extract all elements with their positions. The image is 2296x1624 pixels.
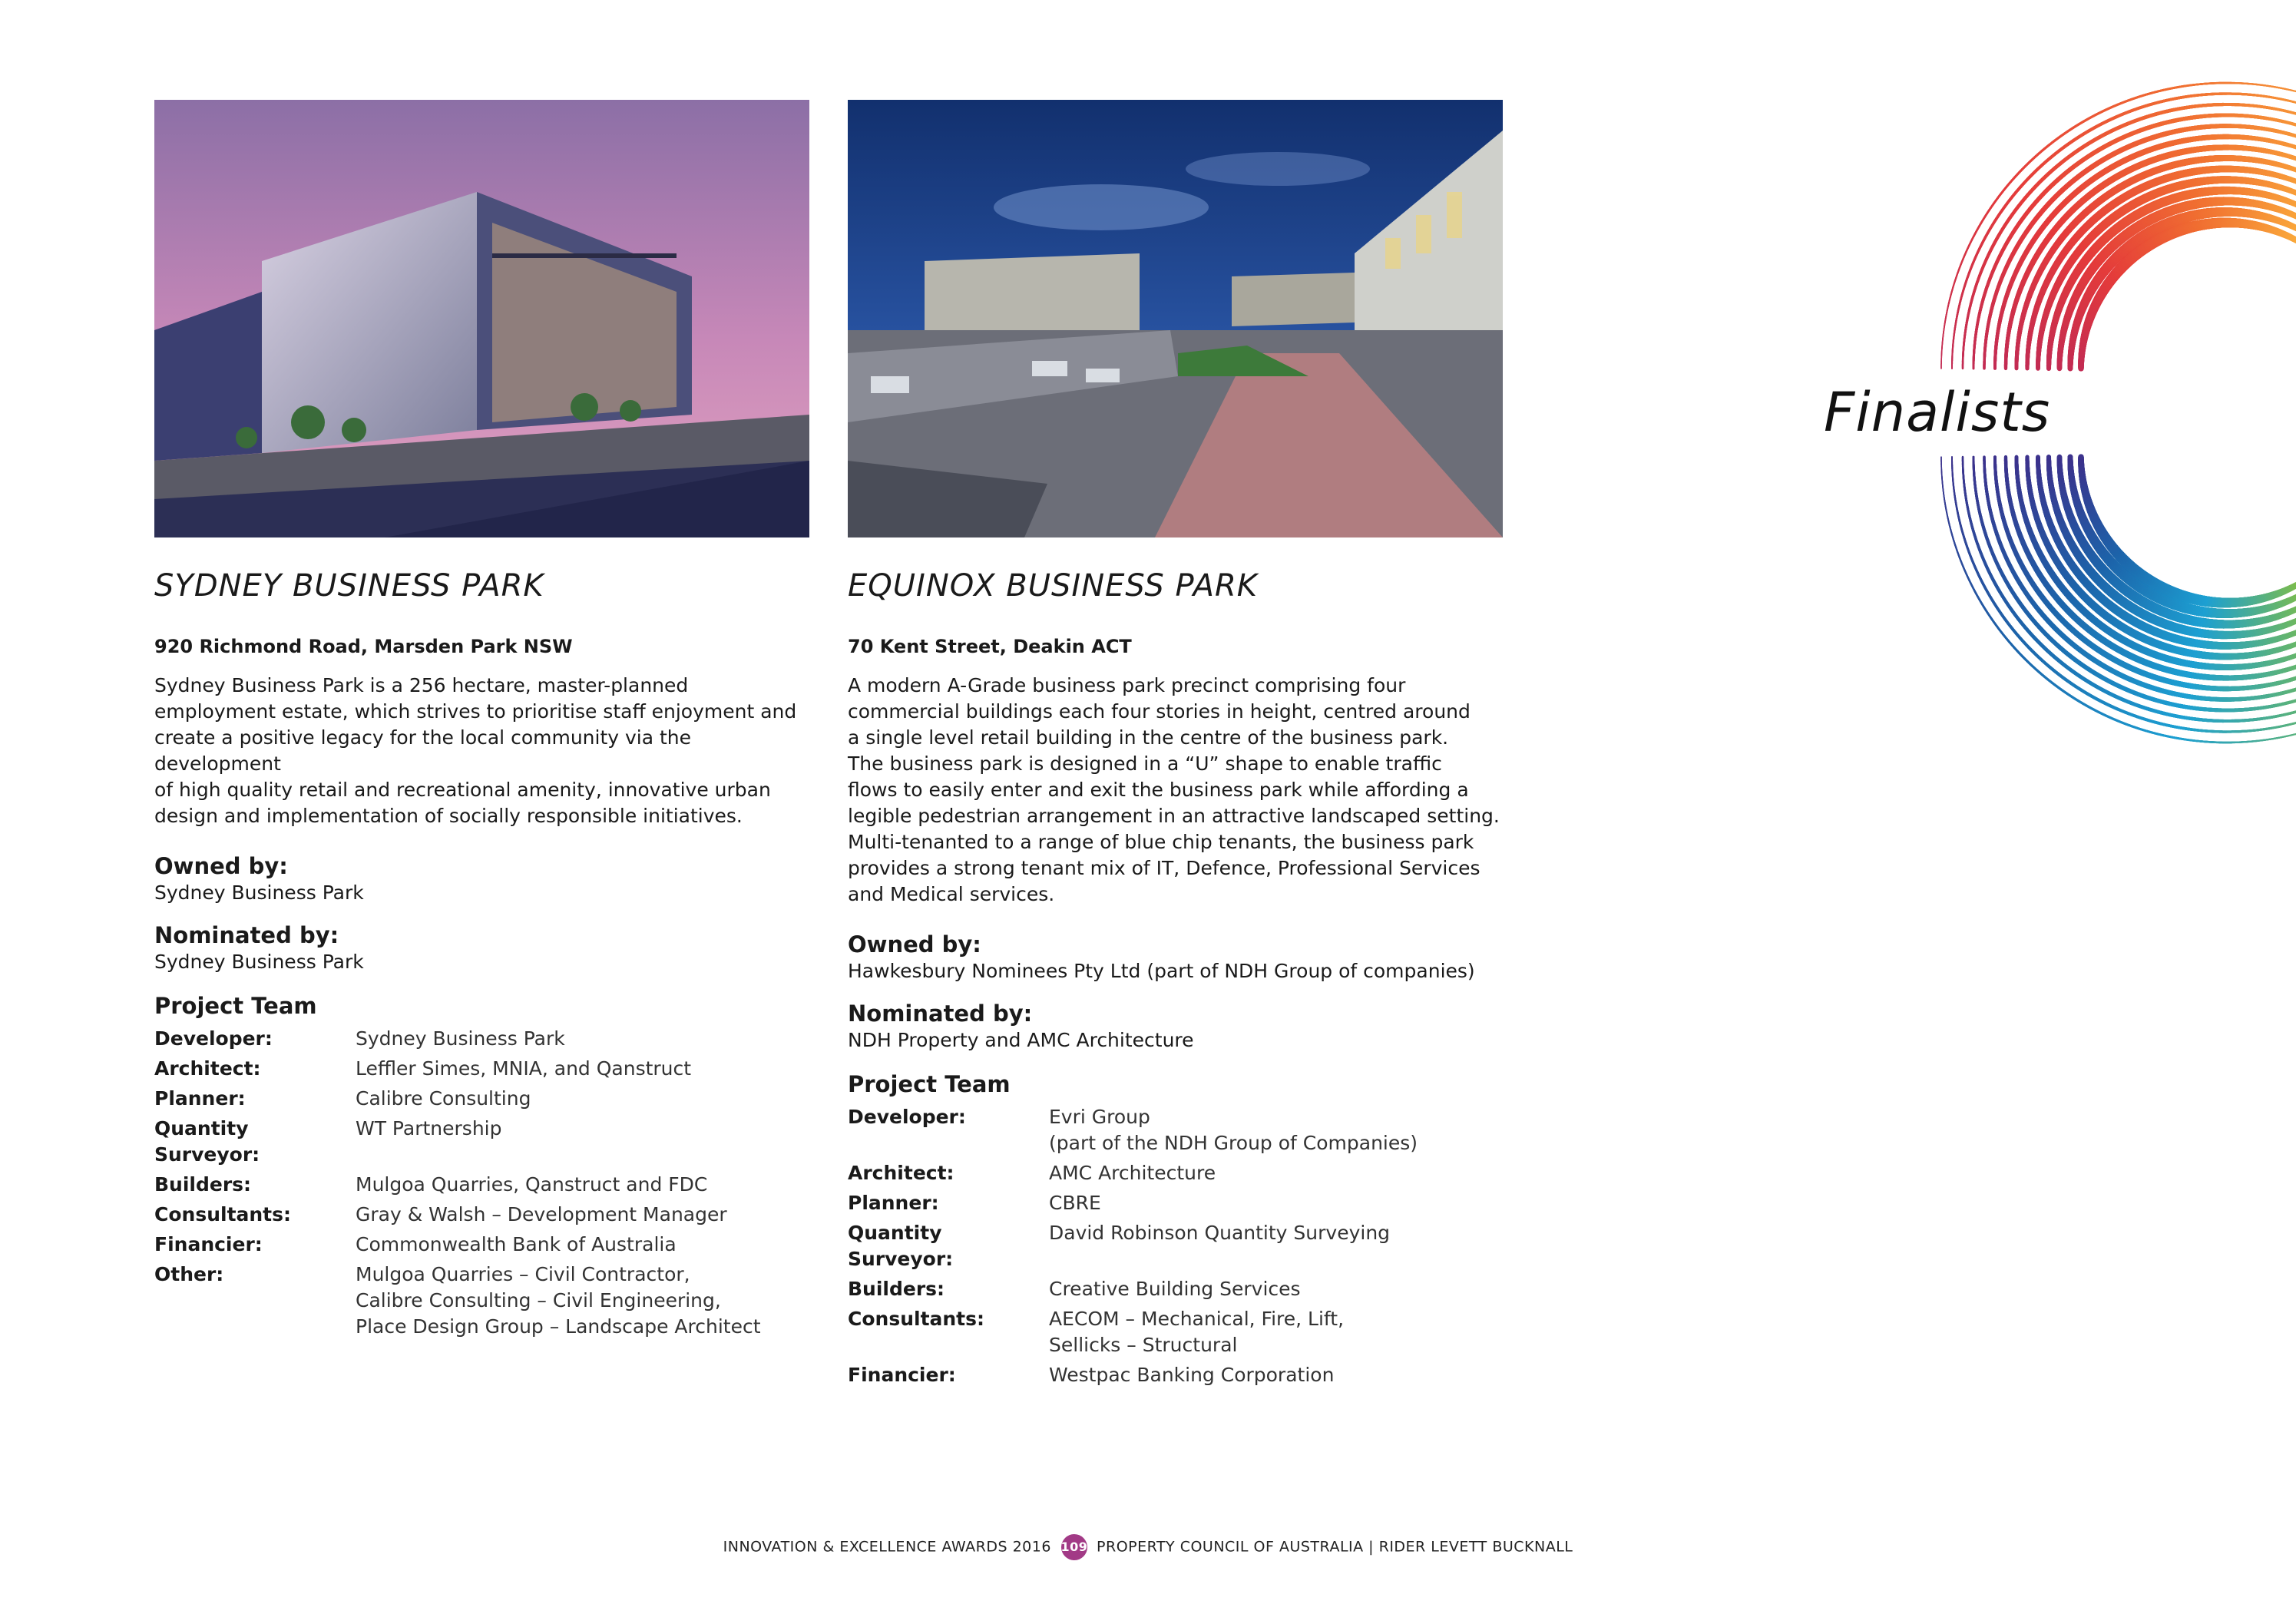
team-role: Builders:: [154, 1172, 356, 1198]
project-sydney: [154, 568, 815, 1344]
team-name: Mulgoa Quarries, Qanstruct and FDC: [356, 1172, 707, 1198]
sydney-business-park-photo: [154, 100, 809, 537]
team-role: Developer:: [154, 1026, 356, 1052]
team-row: [154, 1202, 815, 1228]
team-name: WT Partnership: [356, 1116, 501, 1168]
team-row: [848, 1104, 1508, 1156]
team-row: [848, 1306, 1508, 1358]
page-number-badge: 109: [1061, 1534, 1087, 1560]
team-role: Consultants:: [848, 1306, 1049, 1358]
nominated-block: [848, 1000, 1508, 1053]
team-name: CBRE: [1049, 1190, 1101, 1216]
team-row: [154, 1086, 815, 1112]
owned-label: Owned by:: [848, 931, 1508, 958]
team-role: Planner:: [154, 1086, 356, 1112]
team-role: Quantity Surveyor:: [848, 1220, 1049, 1272]
team-row: [154, 1262, 815, 1340]
team-role: Architect:: [848, 1160, 1049, 1186]
team-role: Quantity Surveyor:: [154, 1116, 356, 1168]
team-name: AMC Architecture: [1049, 1160, 1216, 1186]
team-name: Evri Group (part of the NDH Group of Companies): [1049, 1104, 1418, 1156]
team-role: Developer:: [848, 1104, 1049, 1156]
team-row: [848, 1362, 1508, 1388]
team-row: [848, 1276, 1508, 1302]
nominated-label: Nominated by:: [848, 1000, 1508, 1027]
team-row: [154, 1232, 815, 1258]
team-role: Other:: [154, 1262, 356, 1340]
finalists-heading: Finalists: [1824, 381, 2050, 444]
nominated-block: [154, 921, 815, 975]
team-role: Planner:: [848, 1190, 1049, 1216]
team-name: AECOM – Mechanical, Fire, Lift, Sellicks – Structural: [1049, 1306, 1344, 1358]
team-row: [154, 1026, 815, 1052]
project-address: 920 Richmond Road, Marsden Park NSW: [154, 636, 815, 657]
team-name: Sydney Business Park: [356, 1026, 565, 1052]
footer-right-text: PROPERTY COUNCIL OF AUSTRALIA | RIDER LEVETT BUCKNALL: [1097, 1539, 1573, 1556]
owned-block: [154, 852, 815, 906]
nominated-label: Nominated by:: [154, 921, 815, 949]
owned-value: Hawkesbury Nominees Pty Ltd (part of NDH Group of companies): [848, 958, 1508, 984]
team-role: Financier:: [848, 1362, 1049, 1388]
team-row: [848, 1160, 1508, 1186]
team-role: Financier:: [154, 1232, 356, 1258]
team-row: [154, 1172, 815, 1198]
project-team-label: Project Team: [848, 1070, 1508, 1098]
nominated-value: Sydney Business Park: [154, 949, 815, 975]
owned-label: Owned by:: [154, 852, 815, 880]
team-role: Builders:: [848, 1276, 1049, 1302]
team-name: Mulgoa Quarries – Civil Contractor, Calibre Consulting – Civil Engineering, Place Design Group – Landscape Architect: [356, 1262, 761, 1340]
team-row: [848, 1190, 1508, 1216]
team-name: Westpac Banking Corporation: [1049, 1362, 1334, 1388]
team-name: Commonwealth Bank of Australia: [356, 1232, 677, 1258]
equinox-business-park-photo: [848, 100, 1503, 537]
project-description: Sydney Business Park is a 256 hectare, master-planned employment estate, which strives to prioritise staff enjoyment and create a positive legacy for the local community via the development of high quality retail and recreational amenity, innovative urban design and implementation of socially responsible initiatives.: [154, 673, 815, 829]
project-title: SYDNEY BUSINESS PARK: [154, 568, 815, 604]
footer-left-text: INNOVATION & EXCELLENCE AWARDS 2016: [723, 1539, 1051, 1556]
nominated-value: NDH Property and AMC Architecture: [848, 1027, 1508, 1053]
project-team-list: [154, 1026, 815, 1340]
team-name: Creative Building Services: [1049, 1276, 1301, 1302]
team-name: Calibre Consulting: [356, 1086, 531, 1112]
team-role: Architect:: [154, 1056, 356, 1082]
owned-block: [848, 931, 1508, 984]
team-row: [848, 1220, 1508, 1272]
project-address: 70 Kent Street, Deakin ACT: [848, 636, 1508, 657]
project-team-label: Project Team: [154, 992, 815, 1020]
project-equinox: [848, 568, 1508, 1392]
project-title: EQUINOX BUSINESS PARK: [848, 568, 1508, 604]
project-team-list: [848, 1104, 1508, 1388]
team-name: Gray & Walsh – Development Manager: [356, 1202, 727, 1228]
page-footer: [0, 1534, 2296, 1560]
team-row: [154, 1056, 815, 1082]
team-role: Consultants:: [154, 1202, 356, 1228]
team-row: [154, 1116, 815, 1168]
team-name: David Robinson Quantity Surveying: [1049, 1220, 1390, 1272]
project-description: A modern A-Grade business park precinct comprising four commercial buildings each four stories in height, centred around a single level retail building in the centre of the business park. The business park is designed in a “U” shape to enable traffic flows to easily enter and exit the business park while affording a legible pedestrian arrangement in an attractive landscaped setting. Multi-tenanted to a range of blue chip tenants, the business park provides a strong tenant mix of IT, Defence, Professional Services and Medical services.: [848, 673, 1508, 908]
team-name: Leffler Simes, MNIA, and Qanstruct: [356, 1056, 691, 1082]
owned-value: Sydney Business Park: [154, 880, 815, 906]
